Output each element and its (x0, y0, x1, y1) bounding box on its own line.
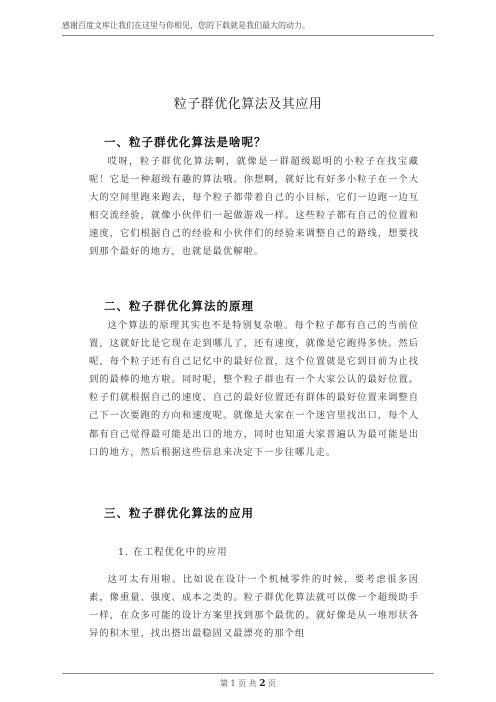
footer-total-pages: 2 (259, 679, 266, 689)
section-3-subheading: 1. 在工程优化中的应用 (118, 547, 228, 558)
page-header: 感谢百度文库让我们在这里与你相见，您的下载就是我们最大的动力。 (62, 20, 434, 36)
section-1-heading: 一、粒子群优化算法是啥呢？ (104, 135, 267, 149)
section-2-paragraph: 这个算法的原理其实也不是特别复杂啦。每个粒子都有自己的当前位置，这就好比是它现在走到哪儿了，还有速度，就像是它跑得多快。然后呢，每个粒子还有自己记忆中的最好位置，这个位置就是它到目前为止找到的最棒的地方啦。同时呢，整个粒子群也有一个大家公认的最好位置。粒子们就根据自己的速度、自己的最好位置还有群体的最好位置来调整自己下一次要跑的方向和速度呢。就像是大家在一个迷宫里找出口，每个人都有自己觉得最可能是出口的地方，同时也知道大家普遍认为最可能是出口的地方，然后根据这些信息来决定下一步往哪儿走。 (89, 320, 419, 458)
section-2-heading: 二、粒子群优化算法的原理 (104, 299, 254, 313)
section-3-heading: 三、粒子群优化算法的应用 (104, 506, 254, 520)
footer-suffix: 页 (265, 679, 277, 688)
document-title: 粒子群优化算法及其应用 (173, 97, 323, 112)
page-footer (62, 673, 434, 689)
section-3-paragraph: 这可太有用啦。比如说在设计一个机械零件的时候，要考虑很多因素，像重量、强度、成本之类的。粒子群优化算法就可以像一个超级助手一样，在众多可能的设计方案里找到那个最优的。就好像是从一堆形状各异的积木里，找出搭出最稳固又最漂亮的那个组 (89, 574, 419, 640)
footer-prefix: 第 1 页 共 (219, 679, 260, 688)
section-1-paragraph: 哎呀，粒子群优化算法啊，就像是一群超级聪明的小粒子在找宝藏呢！它是一种超级有趣的算法哦。你想啊，就好比有好多小粒子在一个大大的空间里跑来跑去，每个粒子都带着自己的小目标，它们一边跑一边互相交流经验，就像小伙伴们一起做游戏一样。这些粒子都有自己的位置和速度，它们根据自己的经验和小伙伴们的经验来调整自己的路线，想要找到那个最好的地方，也就是最优解啦。 (89, 156, 419, 258)
